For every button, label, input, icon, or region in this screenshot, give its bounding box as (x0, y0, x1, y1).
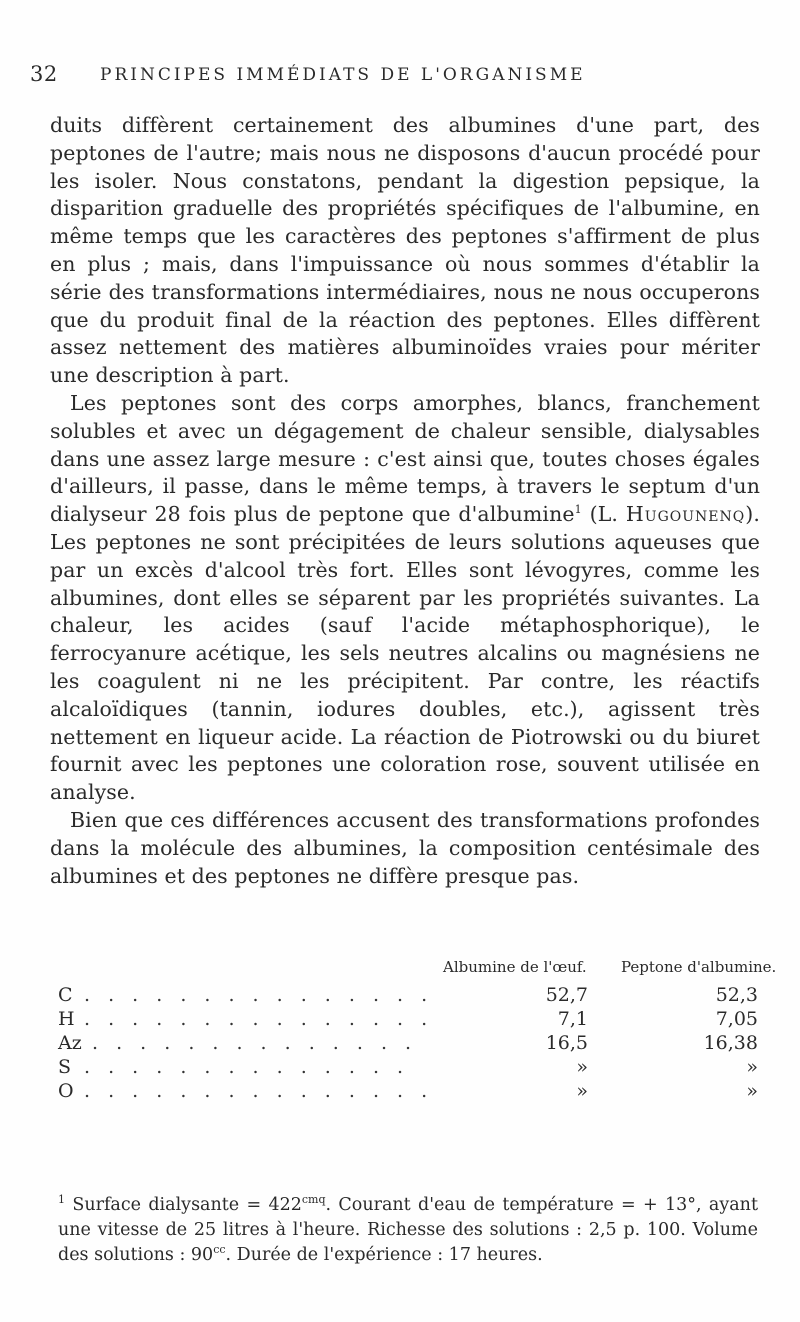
unit-superscript: cmq (301, 1193, 326, 1207)
albumine-value: 7,1 (557, 1008, 588, 1030)
footnote-text (58, 1193, 758, 1268)
table-row (58, 1032, 758, 1056)
leader-dots: . . . . . . . . . . . . . . . (84, 984, 434, 1006)
paragraph-2-part-b: (L. (581, 502, 626, 527)
footnote-marker: 1 (58, 1193, 65, 1207)
paragraph-2 (50, 390, 760, 807)
leader-dots: . . . . . . . . . . . . . . . (84, 1080, 434, 1102)
paragraph-2-part-c: ). Les peptones ne sont précipitées de leurs solutions aqueuses que par un excès d'alcool très fort. Elles sont lévogyres, comme les albumines, dont elles se séparent par les propriétés suivantes. La chaleur, les acides (sauf l'acide métaphosphorique), le ferrocyanure acétique, les sels neutres alcalins ou magnésiens ne les coagulent ni ne les précipitent. Par contre, les réactifs alcaloïdiques (tannin, iodures doubles, etc.), agissent très nettement en liqueur acide. La réaction de Piotrowski ou du biuret fournit avec les peptones une coloration rose, souvent utilisée en analyse. (50, 502, 760, 805)
peptone-value: » (746, 1056, 758, 1078)
body-text (50, 112, 760, 890)
author-name: Hugounenq (625, 502, 746, 527)
peptone-value: » (746, 1080, 758, 1102)
albumine-value: 16,5 (545, 1032, 588, 1054)
column-header-peptone: Peptone d'albumine. (621, 958, 777, 976)
unit-superscript-cc: cc (213, 1243, 226, 1257)
albumine-value: » (576, 1056, 588, 1078)
table-row (58, 984, 758, 1008)
element-symbol: C (58, 984, 73, 1006)
element-symbol: O (58, 1080, 74, 1102)
table-row (58, 1056, 758, 1080)
page-header (30, 62, 760, 92)
table-row (58, 1080, 758, 1104)
element-symbol: Az (58, 1032, 82, 1054)
element-symbol: H (58, 1008, 75, 1030)
element-symbol: S (58, 1056, 72, 1078)
paragraph-1: duits diffèrent certainement des albumines d'une part, des peptones de l'autre; mais nous ne disposons d'aucun procédé pour les isoler. Nous constatons, pendant la digestion pepsique, la disparition graduelle des propriétés spécifiques de l'albumine, en même temps que les caractères des peptones s'affirment de plus en plus ; mais, dans l'impuissance où nous sommes d'établir la série des transformations intermédiaires, nous ne nous occuperons que du produit final de la réaction des peptones. Elles diffèrent assez nettement des matières albuminoïdes vraies pour mériter une description à part. (50, 113, 760, 388)
paragraph-3: Bien que ces différences accusent des transformations profondes dans la molécule des albumines, la composition centésimale des albumines et des peptones ne diffère presque pas. (50, 807, 760, 888)
column-header-albumine: Albumine de l'œuf. (443, 958, 587, 976)
paragraph-2-part-a: Les peptones sont des corps amorphes, blancs, franchement solubles et avec un dégagement de chaleur sensible, dialysables dans une assez large mesure : c'est ainsi que, toutes choses égales d'ailleurs, il passe, dans le même temps, à travers le septum d'un dialyseur 28 fois plus de peptone que d'albumine (50, 390, 760, 527)
peptone-value: 16,38 (703, 1032, 758, 1054)
leader-dots: . . . . . . . . . . . . . . . (84, 1008, 434, 1030)
footnote-part-c: . Durée de l'expérience : 17 heures. (225, 1245, 543, 1265)
table-row (58, 1008, 758, 1032)
peptone-value: 52,3 (715, 984, 758, 1006)
page-number: 32 (30, 62, 58, 86)
footnote-part-a: Surface dialysante = 422 (65, 1195, 302, 1215)
footnote-part-b: . Courant d'eau de température = + 13°, ayant une vitesse de 25 litres à l'heure. Richesse des solutions : 2,5 p. 100. Volume des solutions : 90 (58, 1195, 758, 1265)
peptone-value: 7,05 (715, 1008, 758, 1030)
leader-dots: . . . . . . . . . . . . . . (92, 1032, 418, 1054)
running-head: PRINCIPES IMMÉDIATS DE L'ORGANISME (100, 65, 586, 85)
leader-dots: . . . . . . . . . . . . . . (84, 1056, 410, 1078)
footnote-reference: 1 (574, 503, 582, 517)
albumine-value: » (576, 1080, 588, 1102)
footnote (58, 1193, 758, 1268)
albumine-value: 52,7 (545, 984, 588, 1006)
